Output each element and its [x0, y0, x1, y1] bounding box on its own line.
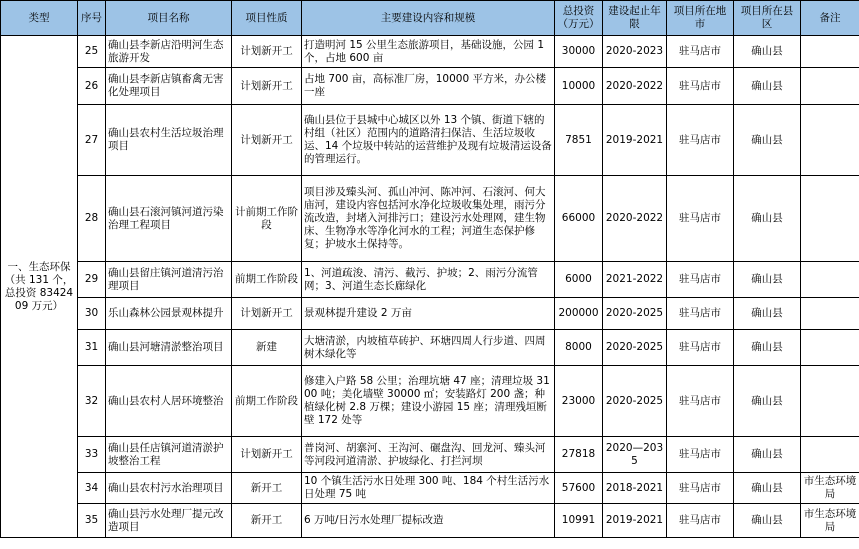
- cell-city: 驻马店市: [667, 68, 734, 105]
- cell-seq: 35: [78, 504, 106, 538]
- cell-period: 2019-2021: [603, 105, 667, 176]
- cell-period: 2019-2021: [603, 504, 667, 538]
- header-type: 类型: [1, 1, 78, 36]
- cell-seq: 28: [78, 176, 106, 262]
- cell-note: [801, 366, 859, 437]
- cell-city: 驻马店市: [667, 105, 734, 176]
- table-row: [1, 330, 859, 366]
- cell-nature: 计划新开工: [232, 298, 302, 330]
- header-period: 建设起止年限: [603, 1, 667, 36]
- cell-name: 确山县污水处理厂提元改造项目: [106, 504, 232, 538]
- header-county: 项目所在县区: [734, 1, 801, 36]
- header-row: [1, 1, 859, 36]
- cell-invest: 23000: [555, 366, 603, 437]
- cell-county: 确山县: [734, 105, 801, 176]
- cell-seq: 27: [78, 105, 106, 176]
- cell-county: 确山县: [734, 36, 801, 68]
- cell-period: 2020-2025: [603, 330, 667, 366]
- cell-note: 市生态环境局: [801, 504, 859, 538]
- cell-name: 确山县农村污水治理项目: [106, 473, 232, 504]
- cell-name: 乐山森林公园景观林提升: [106, 298, 232, 330]
- cell-nature: 计划新开工: [232, 36, 302, 68]
- cell-note: [801, 68, 859, 105]
- table-row: [1, 298, 859, 330]
- header-seq: 序号: [78, 1, 106, 36]
- cell-seq: 32: [78, 366, 106, 437]
- cell-name: 确山县石滚河镇河道污染治理工程项目: [106, 176, 232, 262]
- cell-city: 驻马店市: [667, 298, 734, 330]
- cell-city: 驻马店市: [667, 176, 734, 262]
- cell-nature: 计前期工作阶段: [232, 176, 302, 262]
- cell-invest: 30000: [555, 36, 603, 68]
- cell-note: [801, 105, 859, 176]
- table-row: [1, 36, 859, 68]
- cell-content: 10 个镇生活污水日处理 300 吨、184 个村生活污水日处理 75 吨: [302, 473, 555, 504]
- cell-invest: 200000: [555, 298, 603, 330]
- cell-seq: 34: [78, 473, 106, 504]
- cell-period: 2020-2023: [603, 36, 667, 68]
- cell-name: 确山县农村生活垃圾治理项目: [106, 105, 232, 176]
- header-nature: 项目性质: [232, 1, 302, 36]
- cell-city: 驻马店市: [667, 36, 734, 68]
- cell-period: 2020—2035: [603, 437, 667, 473]
- cell-city: 驻马店市: [667, 473, 734, 504]
- cell-period: 2018-2021: [603, 473, 667, 504]
- cell-note: [801, 298, 859, 330]
- cell-note: [801, 176, 859, 262]
- cell-name: 确山县农村人居环境整治: [106, 366, 232, 437]
- cell-content: 1、河道疏浚、清污、截污、护坡；2、雨污分流管网；3、河道生态长廊绿化: [302, 262, 555, 298]
- cell-county: 确山县: [734, 176, 801, 262]
- cell-period: 2020-2022: [603, 68, 667, 105]
- cell-county: 确山县: [734, 262, 801, 298]
- cell-county: 确山县: [734, 437, 801, 473]
- table-row: [1, 105, 859, 176]
- cell-county: 确山县: [734, 298, 801, 330]
- cell-period: 2020-2025: [603, 366, 667, 437]
- cell-name: 确山县任店镇河道清淤护坡整治工程: [106, 437, 232, 473]
- cell-content: 打造明河 15 公里生态旅游项目，基础设施，公园 1 个，占地 600 亩: [302, 36, 555, 68]
- cell-note: [801, 330, 859, 366]
- cell-content: 项目涉及臻头河、孤山冲河、陈冲河、石滚河、何大庙河，建设内容包括河水净化垃圾收集处理，雨污分流改造，封堵入河排污口；建设污水处理网，建生物床、生物净水等净化河水的工程；河道生态保护修复；护坡水土保持等。: [302, 176, 555, 262]
- cell-nature: 新开工: [232, 504, 302, 538]
- table-row: [1, 262, 859, 298]
- cell-county: 确山县: [734, 504, 801, 538]
- cell-name: 确山县留庄镇河道清污治理项目: [106, 262, 232, 298]
- cell-note: [801, 36, 859, 68]
- cell-content: 普岗河、胡寨河、王沟河、碾盘沟、回龙河、臻头河等河段河道清淤、护坡绿化、打拦河坝: [302, 437, 555, 473]
- cell-invest: 27818: [555, 437, 603, 473]
- cell-period: 2020-2022: [603, 176, 667, 262]
- cell-note: [801, 262, 859, 298]
- cell-name: 确山县李新店镇畜禽无害化处理项目: [106, 68, 232, 105]
- cell-city: 驻马店市: [667, 330, 734, 366]
- table-row: [1, 366, 859, 437]
- header-invest: 总投资（万元）: [555, 1, 603, 36]
- cell-nature: 计划新开工: [232, 437, 302, 473]
- cell-nature: 计划新开工: [232, 105, 302, 176]
- cell-nature: 新开工: [232, 473, 302, 504]
- cell-seq: 31: [78, 330, 106, 366]
- cell-name: 确山县河塘清淤整治项目: [106, 330, 232, 366]
- table-row: [1, 504, 859, 538]
- cell-name: 确山县李新店沿明河生态旅游开发: [106, 36, 232, 68]
- cell-seq: 25: [78, 36, 106, 68]
- cell-period: 2020-2025: [603, 298, 667, 330]
- cell-seq: 26: [78, 68, 106, 105]
- cell-nature: 前期工作阶段: [232, 262, 302, 298]
- cell-nature: 计划新开工: [232, 68, 302, 105]
- cell-content: 修建入户路 58 公里；治理坑塘 47 座；清理垃圾 3100 吨；美化墙壁 30000 ㎡；安装路灯 200 盏；种植绿化树 2.8 万棵；建设小游园 15 座；清理残垣断壁 172 处等: [302, 366, 555, 437]
- cell-invest: 7851: [555, 105, 603, 176]
- header-city: 项目所在地市: [667, 1, 734, 36]
- cell-city: 驻马店市: [667, 262, 734, 298]
- cell-invest: 6000: [555, 262, 603, 298]
- cell-city: 驻马店市: [667, 366, 734, 437]
- table-row: [1, 68, 859, 105]
- cell-content: 占地 700 亩，高标准厂房，10000 平方米，办公楼一座: [302, 68, 555, 105]
- cell-seq: 33: [78, 437, 106, 473]
- cell-content: 6 万吨/日污水处理厂提标改造: [302, 504, 555, 538]
- cell-content: 确山县位于县城中心城区以外 13 个镇、街道下辖的村组（社区）范围内的道路清扫保洁、生活垃圾收运、14 个垃圾中转站的运营维护及现有垃圾清运设备的管理运行。: [302, 105, 555, 176]
- cell-period: 2021-2022: [603, 262, 667, 298]
- table-row: [1, 437, 859, 473]
- header-note: 备注: [801, 1, 859, 36]
- table-row: [1, 473, 859, 504]
- cell-county: 确山县: [734, 473, 801, 504]
- cell-nature: 新建: [232, 330, 302, 366]
- cell-invest: 10000: [555, 68, 603, 105]
- cell-note: [801, 437, 859, 473]
- cell-county: 确山县: [734, 68, 801, 105]
- header-name: 项目名称: [106, 1, 232, 36]
- cell-note: 市生态环境局: [801, 473, 859, 504]
- cell-content: 景观林提升建设 2 万亩: [302, 298, 555, 330]
- cell-city: 驻马店市: [667, 437, 734, 473]
- cell-invest: 66000: [555, 176, 603, 262]
- cell-invest: 8000: [555, 330, 603, 366]
- cell-content: 大塘清淤，内坡植草砖护、环塘四周人行步道、四周树木绿化等: [302, 330, 555, 366]
- cell-county: 确山县: [734, 366, 801, 437]
- table-row: [1, 176, 859, 262]
- cell-invest: 57600: [555, 473, 603, 504]
- cell-seq: 30: [78, 298, 106, 330]
- cell-seq: 29: [78, 262, 106, 298]
- cell-county: 确山县: [734, 330, 801, 366]
- cell-city: 驻马店市: [667, 504, 734, 538]
- header-content: 主要建设内容和规模: [302, 1, 555, 36]
- category-cell: 一、生态环保（共 131 个，总投资 8342409 万元）: [1, 36, 78, 538]
- cell-nature: 前期工作阶段: [232, 366, 302, 437]
- cell-invest: 10991: [555, 504, 603, 538]
